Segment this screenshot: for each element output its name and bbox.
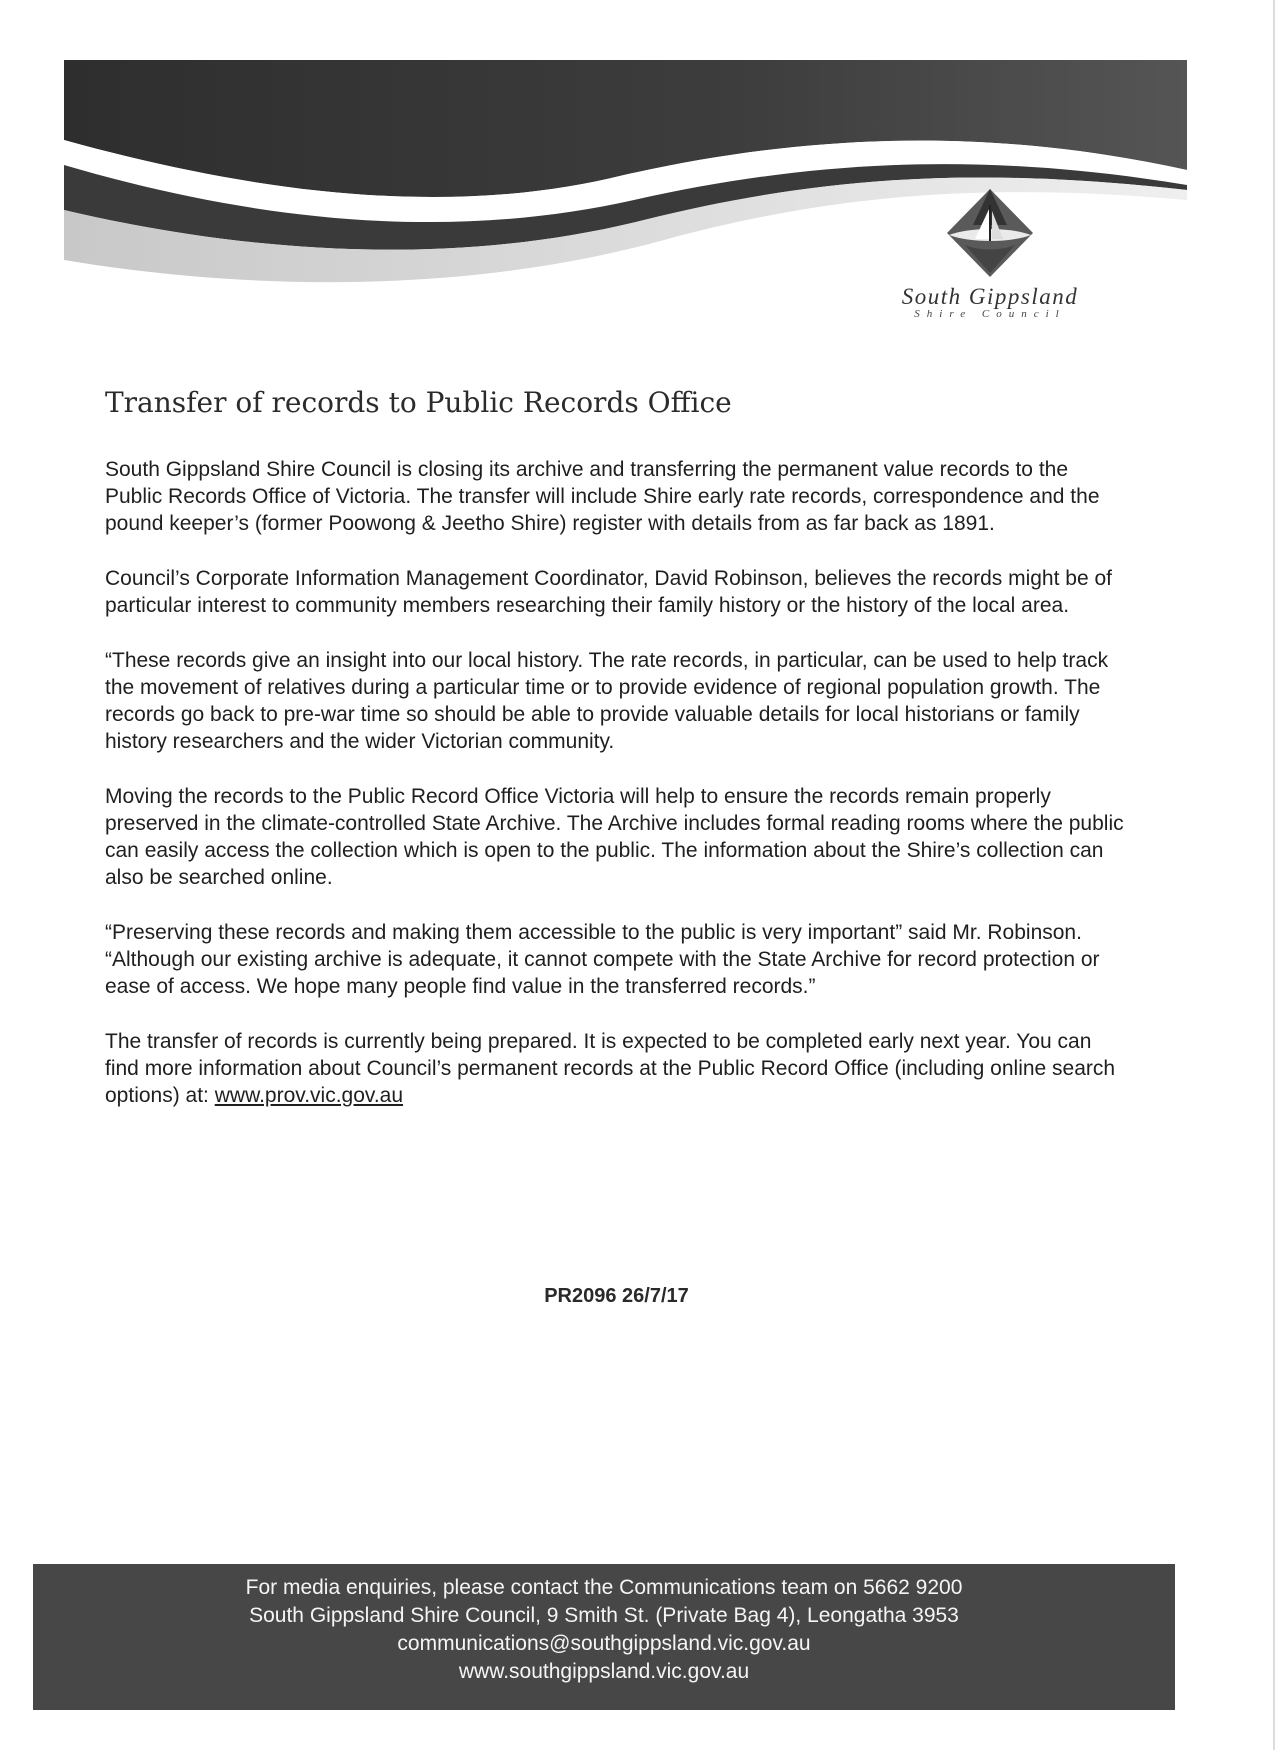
paragraph: “These records give an insight into our local history. The rate records, in particular, can be used to help track the movement of relatives during a particular time or to provide evidence of regional population growth. The records go back to pre-war time so should be able to provide valuable details for local historians or family history researchers and the wider Victorian community. [105, 649, 1109, 753]
footer-contact-bar [33, 1564, 1175, 1710]
footer-website[interactable]: www.southgippsland.vic.gov.au [458, 1660, 750, 1683]
page-title: Transfer of records to Public Records Office [105, 386, 732, 419]
footer-address-line: South Gippsland Shire Council, 9 Smith St. (Private Bag 4), Leongatha 3953 [249, 1604, 959, 1627]
footer-email[interactable]: communications@southgippsland.vic.gov.au [397, 1632, 811, 1655]
press-release-reference: PR2096 26/7/17 [544, 1285, 689, 1307]
paragraph: Council’s Corporate Information Management Coordinator, David Robinson, believes the records might be of particular interest to community members researching their family history or the history of the local area. [105, 567, 1112, 617]
footer-media-line: For media enquiries, please contact the Communications team on 5662 9200 [245, 1576, 963, 1599]
paragraph-text: The transfer of records is currently being prepared. It is expected to be completed early next year. You can find more information about Council’s permanent records at the Public Record Office (including online search options) at: [105, 1030, 1116, 1107]
logo-emblem-icon [935, 185, 1045, 280]
logo-subname: Shire Council [914, 308, 1066, 320]
paragraph: Moving the records to the Public Record Office Victoria will help to ensure the records remain properly preserved in the climate-controlled State Archive. The Archive includes formal reading rooms where the public can easily access the collection which is open to the public. The information about the Shire’s collection can also be searched online. [105, 785, 1124, 889]
logo-name: South Gippsland [901, 284, 1079, 309]
paragraph: “Preserving these records and making them accessible to the public is very important” said Mr. Robinson. “Although our existing archive is adequate, it cannot compete with the State Archive for record protection or ease of access. We hope many people find value in the transferred records.” [105, 921, 1100, 998]
article-body [105, 456, 1125, 1137]
council-logo [870, 185, 1110, 335]
paragraph-final [105, 1028, 1125, 1109]
prov-website-link[interactable]: www.prov.vic.gov.au [214, 1084, 404, 1107]
paragraph: South Gippsland Shire Council is closing its archive and transferring the permanent value records to the Public Records Office of Victoria. The transfer will include Shire early rate records, correspondence and the pound keeper’s (former Poowong & Jeetho Shire) register with details from as far back as 1891. [105, 458, 1100, 535]
